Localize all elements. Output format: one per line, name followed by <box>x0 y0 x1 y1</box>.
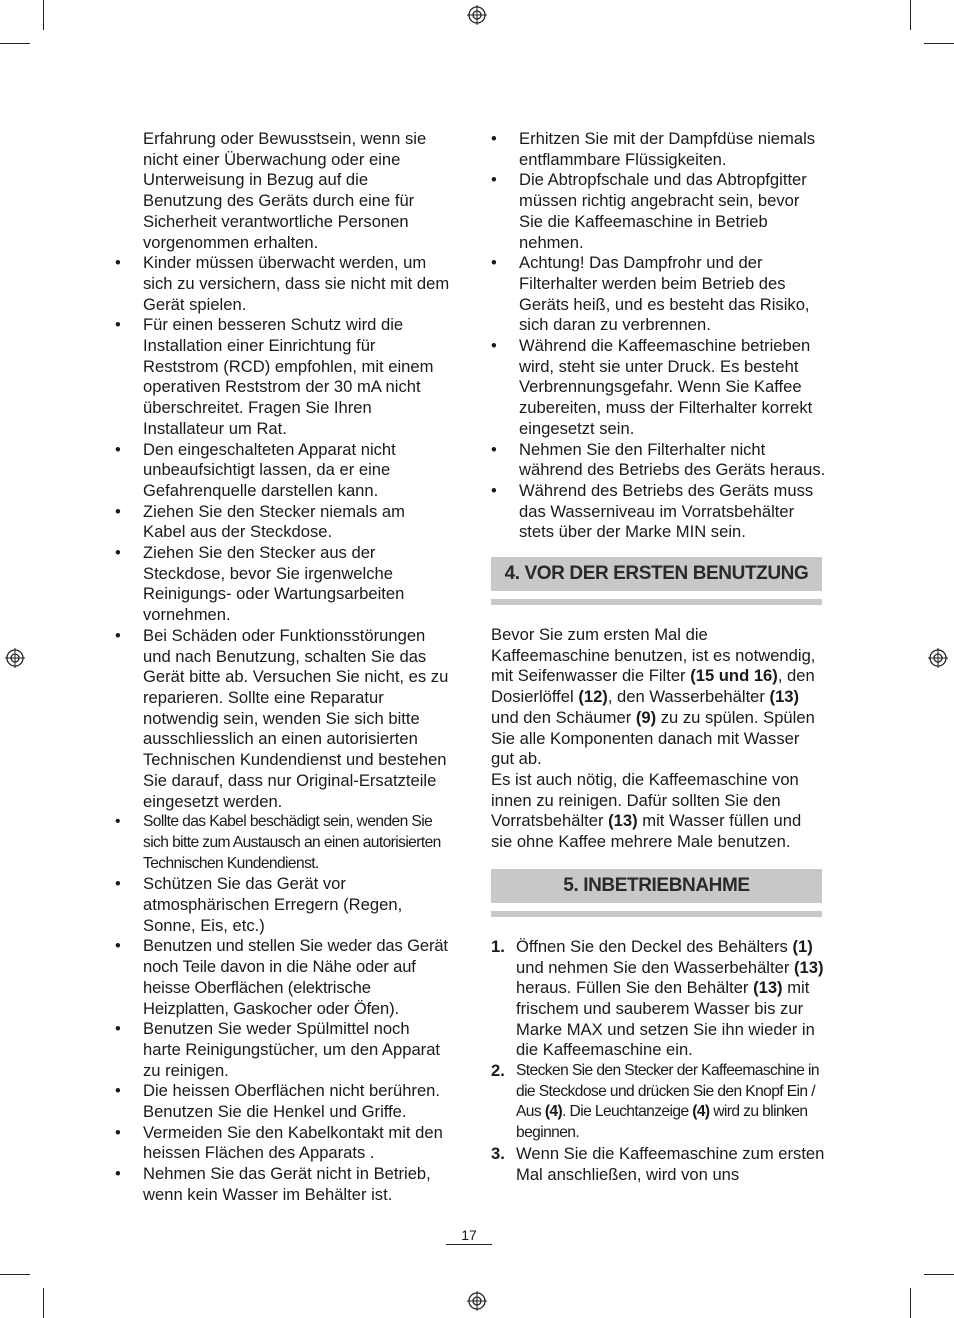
registration-mark-icon <box>5 648 25 668</box>
right-column <box>491 129 826 1185</box>
section-startup <box>491 869 826 1185</box>
crop-mark <box>924 1274 954 1275</box>
section-first-use <box>491 557 826 853</box>
heading-divider <box>491 599 822 605</box>
list-item: • Während des Betriebs des Geräts muss das Wasserniveau im Vorratsbehälter stets über der Marke MIN sein. <box>491 481 826 543</box>
list-item: • Sollte das Kabel beschädigt sein, wenden Sie sich bitte zum Austausch an einen autorisierten Technischen Kundendienst. <box>115 812 450 874</box>
safety-list <box>115 253 450 1205</box>
list-item: • Bei Schäden oder Funktionsstörungen und nach Benutzung, schalten Sie das Gerät bitte ab. Versuchen Sie nicht, es zu reparieren. Sollte eine Reparatur notwendig sein, wenden Sie sich bitte ausschliesslich an einen autorisierten Technischen Kundendienst und bestehen Sie darauf, dass nur Original-Ersatzteile eingesetzt werden. <box>115 626 450 812</box>
section-heading: 4. VOR DER ERSTEN BENUTZUNG <box>491 557 822 591</box>
list-item: • Benutzen und stellen Sie weder das Gerät noch Teile davon in die Nähe oder auf heisse Oberflächen (elektrische Heizplatten, Gaskocher oder Öfen). <box>115 936 450 1019</box>
crop-mark <box>910 1288 911 1318</box>
list-item: • Nehmen Sie den Filterhalter nicht während des Betriebs des Geräts heraus. <box>491 440 826 481</box>
paragraph: Bevor Sie zum ersten Mal die Kaffeemaschine benutzen, ist es notwendig, mit Seifenwasser die Filter (15 und 16), den Dosierlöffel (12), den Wasserbehälter (13) und den Schäumer (9) zu zu spülen. Spülen Sie alle Komponenten danach mit Wasser gut ab. <box>491 625 816 769</box>
heading-divider <box>491 911 822 917</box>
list-item: • Für einen besseren Schutz wird die Installation einer Einrichtung für Reststrom (RCD) empfohlen, mit einem operativen Reststrom der 30 mA nicht überschreitet. Fragen Sie Ihren Installateur um Rat. <box>115 315 450 439</box>
list-item: • Benutzen Sie weder Spülmittel noch harte Reinigungstücher, um den Apparat zu reinigen. <box>115 1019 450 1081</box>
crop-mark <box>910 0 911 30</box>
list-item: • Ziehen Sie den Stecker aus der Steckdose, bevor Sie irgenwelche Reinigungs- oder Wartungsarbeiten vornehmen. <box>115 543 450 626</box>
list-item: 3. Wenn Sie die Kaffeemaschine zum ersten Mal anschließen, wird von uns <box>491 1143 825 1184</box>
list-item: • Nehmen Sie das Gerät nicht in Betrieb, wenn kein Wasser im Behälter ist. <box>115 1164 450 1205</box>
list-item: 1. Öffnen Sie den Deckel des Behälters (1) und nehmen Sie den Wasserbehälter (13) heraus. Füllen Sie den Behälter (13) mit frischem und sauberem Wasser bis zur Marke MAX und setzen Sie ihn wieder in die Kaffeemaschine ein. <box>491 936 824 1060</box>
registration-mark-icon <box>928 648 948 668</box>
list-item: • Kinder müssen überwacht werden, um sich zu versichern, dass sie nicht mit dem Gerät spielen. <box>115 253 450 315</box>
list-item: • Ziehen Sie den Stecker niemals am Kabel aus der Steckdose. <box>115 502 450 543</box>
crop-mark <box>924 43 954 44</box>
list-item: • Achtung! Das Dampfrohr und der Filterhalter werden beim Betrieb des Geräts heiß, und es besteht das Risiko, sich daran zu verbrennen. <box>491 253 826 336</box>
list-item: 2. Stecken Sie den Stecker der Kaffeemaschine in die Steckdose und drücken Sie den Knopf Ein / Aus (4). Die Leuchtanzeige (4) wird zu blinken beginnen. <box>491 1061 819 1142</box>
left-column <box>115 129 450 1206</box>
steps-list <box>491 937 826 1185</box>
registration-mark-icon <box>467 5 487 25</box>
list-item: • Die Abtropfschale und das Abtropfgitter müssen richtig angebracht sein, bevor Sie die Kaffeemaschine in Betrieb nehmen. <box>491 170 826 253</box>
crop-mark <box>0 43 30 44</box>
list-item: • Die heissen Oberflächen nicht berühren. Benutzen Sie die Henkel und Griffe. <box>115 1081 450 1122</box>
intro-continuation: Erfahrung oder Bewusstsein, wenn sie nicht einer Überwachung oder eine Unterweisung in Bezug auf die Benutzung des Geräts durch eine für Sicherheit verantwortliche Personen vorgenommen erhalten. <box>143 129 427 252</box>
crop-mark <box>43 0 44 30</box>
list-item: • Während die Kaffeemaschine betrieben wird, steht sie unter Druck. Es besteht Verbrennungsgefahr. Wenn Sie Kaffee zubereiten, muss der Filterhalter korrekt eingesetzt sein. <box>491 336 826 440</box>
crop-mark <box>43 1288 44 1318</box>
list-item: • Erhitzen Sie mit der Dampfdüse niemals entflammbare Flüssigkeiten. <box>491 129 826 170</box>
registration-mark-icon <box>467 1291 487 1311</box>
paragraph: Es ist auch nötig, die Kaffeemaschine von innen zu reinigen. Dafür sollten Sie den Vorratsbehälter (13) mit Wasser füllen und sie ohne Kaffee mehrere Male benutzen. <box>491 769 802 852</box>
crop-mark <box>0 1274 30 1275</box>
list-item: • Schützen Sie das Gerät vor atmosphärischen Erregern (Regen, Sonne, Eis, etc.) <box>115 874 450 936</box>
section-heading: 5. INBETRIEBNAHME <box>491 869 822 903</box>
safety-list-continued <box>491 129 826 543</box>
page-number: 17 <box>446 1227 492 1245</box>
list-item: • Vermeiden Sie den Kabelkontakt mit den heissen Flächen des Apparats . <box>115 1123 450 1164</box>
list-item: • Den eingeschalteten Apparat nicht unbeaufsichtigt lassen, da er eine Gefahrenquelle darstellen kann. <box>115 440 450 502</box>
